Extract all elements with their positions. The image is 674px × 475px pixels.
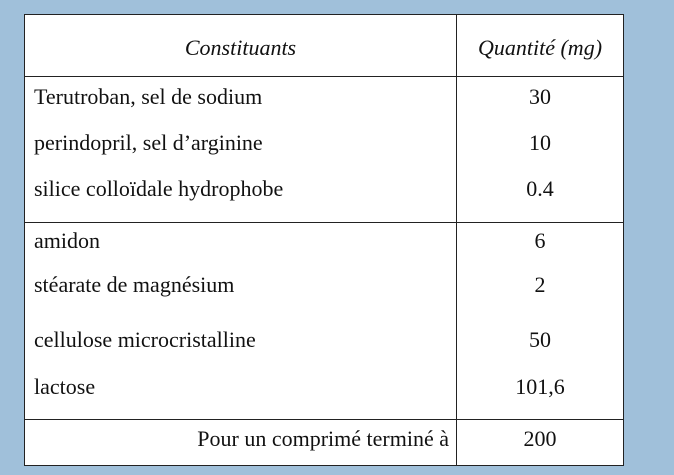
row-name: Terutroban, sel de sodium (34, 84, 263, 109)
row-name: perindopril, sel d’arginine (34, 130, 263, 155)
header-quantite: Quantité (mg) (477, 35, 603, 60)
total-label: Pour un comprimé terminé à (197, 426, 449, 451)
group-divider (25, 222, 623, 223)
row-name: lactose (34, 374, 96, 399)
formulation-table (24, 14, 624, 466)
row-qty: 50 (529, 327, 551, 352)
total-divider (25, 419, 623, 420)
header-divider (25, 76, 623, 77)
row-name: silice colloïdale hydrophobe (34, 176, 284, 201)
row-qty: 2 (534, 272, 546, 297)
row-qty: 0.4 (526, 176, 554, 201)
row-qty: 6 (534, 228, 546, 253)
header-constituants: Constituants (184, 35, 297, 60)
row-name: stéarate de magnésium (34, 272, 235, 297)
row-qty: 101,6 (515, 374, 565, 399)
row-name: cellulose microcristalline (34, 327, 256, 352)
row-qty: 30 (529, 84, 551, 109)
row-name: amidon (34, 228, 100, 253)
row-qty: 10 (529, 130, 551, 155)
total-qty: 200 (523, 426, 557, 451)
